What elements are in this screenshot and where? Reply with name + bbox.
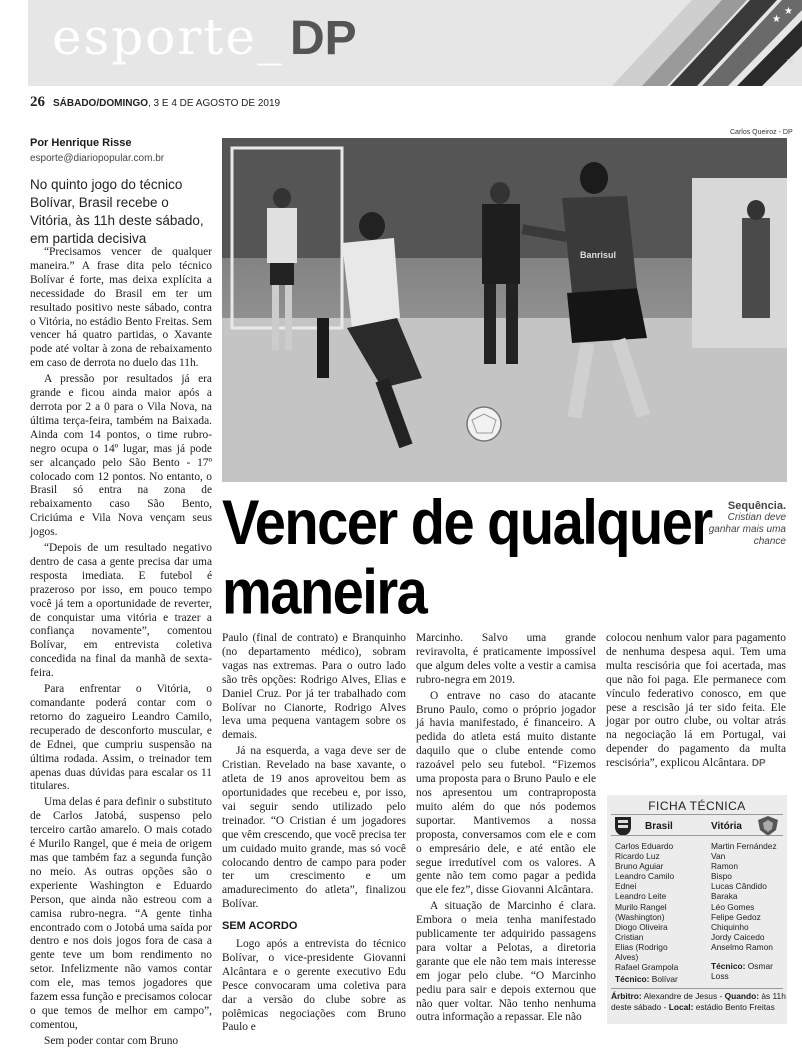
end-mark: DP xyxy=(751,758,766,770)
lineup-player: Anselmo Ramon xyxy=(711,941,773,952)
photo-illustration xyxy=(222,138,787,482)
caption-title: Sequência. xyxy=(727,500,786,512)
lineup-player: Murilo Rangel xyxy=(615,901,667,912)
match-details xyxy=(611,991,787,1012)
lineup-player: Diogo Oliveira xyxy=(615,921,668,932)
coach-label: Técnico: xyxy=(711,961,746,971)
coach-label: Técnico: xyxy=(615,974,650,984)
coach-name: Bolívar xyxy=(649,974,678,984)
paragraph: Marcinho. Salvo uma grande reviravolta, é praticamente impossível que algum deles volte a vestir a camisa rubro-negra em 2019. xyxy=(416,632,596,686)
coach-name: Osmar Loss xyxy=(711,961,773,981)
lineup-player: Ricardo Luz xyxy=(615,851,660,862)
header-stripes-graphic xyxy=(572,0,802,86)
lineup-player: Ednei xyxy=(615,881,637,892)
photo-credit: Carlos Queiroz - DP xyxy=(730,129,793,136)
lineup-player: Rafael Grampola xyxy=(615,962,679,973)
divider xyxy=(611,988,783,989)
issue-day: SÁBADO/DOMINGO xyxy=(53,98,148,109)
article-column-4 xyxy=(606,632,786,782)
paragraph: “Precisamos vencer de qualquer maneira.” A frase dita pelo técnico Bolívar é forte, mas deixa explícita a necessidade do Brasil em ter um resultado positivo neste sábado, contra o Vitória, no estádio Bento Freitas. Sem vencer há quatro partidas, o Xavante pode até voltar à zona de rebaixamento em caso de derrota no duelo das 11h. xyxy=(30,246,212,370)
issue-date: , 3 E 4 DE AGOSTO DE 2019 xyxy=(148,98,281,109)
paragraph: Sem poder contar com Bruno xyxy=(44,1034,179,1047)
lineup-player: Léo Gomes xyxy=(711,901,755,912)
paragraph: Uma delas é para definir o substituto de Carlos Jatobá, suspenso pelo terceiro cartão amarelo. O mais cotado é Murilo Rangel, que é meia de origem mas que também faz a segunda função no meio. As outras opções são o experiente Washington e Eduardo Person, que ainda não estreou com a camisa rubro-negra. “A gente tinha encontrado com o Jotobá uma saída por dentro e nos dois jogos fora de casa a gente teve um bom rendimento no setor. Infelizmente não vamos contar com ele, mas temos jogadores que fazem essa função e precisamos colocar o que temos de melhor em campo”, comentou, xyxy=(30,796,212,1031)
lineup-player: Bispo xyxy=(711,871,732,882)
lineup-player: Carlos Eduardo xyxy=(615,841,674,851)
paragraph: “Depois de um resultado negativo dentro de casa a gente precisa dar uma resposta imediata. E futebol é prazeroso por isso, em pouco tempo você já tem a oportunidade de reverter, de conquistar uma vitória e trazer a confiança novamente”, comentou Bolívar, em entrevista coletiva concedida na final da manhã de sexta-feira. xyxy=(30,542,212,680)
svg-text:★: ★ xyxy=(784,6,793,17)
paragraph: Logo após a entrevista do técnico Bolívar, o vice-presidente Giovanni Alcântara e o gerente executivo Edu Pesce convocaram uma coletiva para dar a versão do clube sobre as polêmicas negociações com Bruno Paulo e xyxy=(222,938,406,1034)
paragraph: A pressão por resultados já era grande e ficou ainda maior após a derrota por 2 a 0 para o Vila Nova, na última terça-feira, também na Baixada. Ainda com 14 pontos, o time rubro-negro ocupa o 14º lugar, mas já pode ser alcançado pelo São Bento - 17º colocado com 12 pontos. No entanto, o Brasil só entra na zona de rebaixamento caso São Bento, Criciúma e Vila Nova vençam seus jogos. xyxy=(30,373,212,539)
section-name: esporte_ xyxy=(52,8,284,66)
article-headline: Vencer de qualquer maneira xyxy=(222,486,712,627)
paragraph: Paulo (final de contrato) e Branquinho (no departamento médico), sobram vagas nas extremas. Para o outro lado são três opções: Rodrigo Alves, Elias e Daniel Cruz. Por já ter trabalhado com Bolívar no Cianorte, Rodrigo Alves leva uma pequena vantagem sobre os demais. xyxy=(222,632,406,742)
paragraph xyxy=(606,632,786,771)
lineup-player: Felipe Gedoz xyxy=(711,911,761,922)
divider xyxy=(611,835,783,836)
venue-label: Local: xyxy=(668,1001,694,1012)
away-coach xyxy=(711,961,783,981)
lineup-player: Bruno Aguiar xyxy=(615,861,664,872)
lineup-player: Leandro Camilo xyxy=(615,871,675,882)
lineup-player: Martin Fernández xyxy=(711,841,777,851)
article-lead: No quinto jogo do técnico Bolívar, Brasil recebe o Vitória, às 11h deste sábado, em partida decisiva xyxy=(30,177,204,246)
svg-text:★: ★ xyxy=(772,14,781,25)
brasil-crest-icon xyxy=(613,815,633,837)
page-number: 26 xyxy=(30,94,45,110)
subheading: SEM ACORDO xyxy=(222,920,298,933)
author-name: Por Henrique Risse xyxy=(30,137,132,149)
lineup-player: Jordy Caicedo xyxy=(711,931,765,942)
time-label: Quando: xyxy=(724,991,760,1001)
paragraph: O entrave no caso do atacante Bruno Paulo, como o próprio jogador já havia manifestado, é financeiro. A pedida do atleta está muito distante daquilo que o clube entende como razoável pelo seu futebol. “Fizemos uma proposta para o Bruno Paulo e ele nos apresentou um contraproposta muito além do que nós podemos suportar. Mantivemos a nossa proposta, conversamos com ele e com o empresário dele, e até então ele segue irredutível com os valores. A gente não tem como pagar a pedida que ele fez”, disse Giovanni Alcântara. xyxy=(416,689,596,897)
lineup-player: (Washington) xyxy=(615,911,665,922)
lineup-player: Baraka xyxy=(711,891,738,902)
dateline xyxy=(30,94,280,111)
lineup-player: Ramon xyxy=(711,861,738,872)
lineup-player: Leandro Leite xyxy=(615,891,667,902)
match-time: às 11h deste sábado - xyxy=(611,991,786,1012)
home-lineup xyxy=(615,841,678,972)
match-info-box xyxy=(607,795,787,1024)
paragraph: A situação de Marcinho é clara. Embora o meia tenha manifestado publicamente ter adquirido passagens para voltar a Pelotas, a diretoria garante que ele não tem mais interesse em jogar pelo clube. “O Marcinho pediu para sair e depois externou que não quer voltar. Não tenho nenhuma outra informação a repassar. Ele não xyxy=(416,900,596,1024)
lineup-player: Van xyxy=(711,851,726,862)
match-photo xyxy=(222,138,787,482)
referee-label: Árbitro: xyxy=(611,991,642,1001)
article-column-3 xyxy=(416,632,596,1024)
lineup-player: Chiquinho xyxy=(711,921,749,932)
home-coach xyxy=(615,974,705,984)
section-header xyxy=(28,0,802,86)
lineup-player: Elias (Rodrigo xyxy=(615,941,668,952)
vitoria-crest-icon xyxy=(757,815,779,837)
lineup-player: Lucas Cândido xyxy=(711,881,767,892)
match-venue: estádio Bento Freitas xyxy=(693,1001,775,1012)
brand-mark: DP xyxy=(289,12,357,65)
paragraph: Já na esquerda, a vaga deve ser de Cristian. Revelado na base xavante, o atleta de 19 anos aproveitou bem as oportunidades que recebeu e, por isso, vai seguir sendo utilizado pelo treinador. “O Cristian é um jogadores que vêm crescendo, que você precisa ter um cuidado muito grande, mas só você colocando dentro de campo para poder ter um crescimento e um amadurecimento do atleta”, finalizou Bolívar. xyxy=(222,745,406,911)
author-email[interactable]: esporte@diariopopular.com.br xyxy=(30,153,165,164)
paragraph-text: colocou nenhum valor para pagamento de nenhuma despesa aqui. Tem uma multa rescisória que foi acertada, mas que não foi paga. Ele permanece com vínculo federativo conosco, em que pese a rescisão já ter sido feita. Ele jogar por outro clube, ou voltar atrás na negociação lá em Portugal, vai depender do pagamento da multa rescisória”, explicou Alcântara. xyxy=(606,632,786,770)
section-logo xyxy=(52,8,357,66)
article-column-2 xyxy=(222,632,406,1034)
svg-text:Banrisul: Banrisul xyxy=(580,250,617,260)
svg-text:★: ★ xyxy=(786,56,795,67)
article-column-1 xyxy=(30,246,212,1047)
home-team-name: Brasil xyxy=(645,821,673,832)
referee-name: Alexandre de Jesus - xyxy=(641,991,725,1001)
paragraph: Para enfrentar o Vitória, o comandante poderá contar com o retorno do zagueiro Leandro Camilo, recuperado de desconforto muscular, e de Ednei, que cumpriu suspensão na última rodada. Assim, o treinador tem apenas duas dúvidas para escalar os 11 titulares. xyxy=(30,683,212,793)
lineup-player: Cristian xyxy=(615,931,644,942)
lineup-player: Alves) xyxy=(615,952,639,963)
caption-text: Cristian deve ganhar mais uma chance xyxy=(708,512,786,547)
away-team-name: Vitória xyxy=(711,821,742,832)
match-info-title: FICHA TÉCNICA xyxy=(648,799,746,813)
away-lineup xyxy=(711,841,777,952)
